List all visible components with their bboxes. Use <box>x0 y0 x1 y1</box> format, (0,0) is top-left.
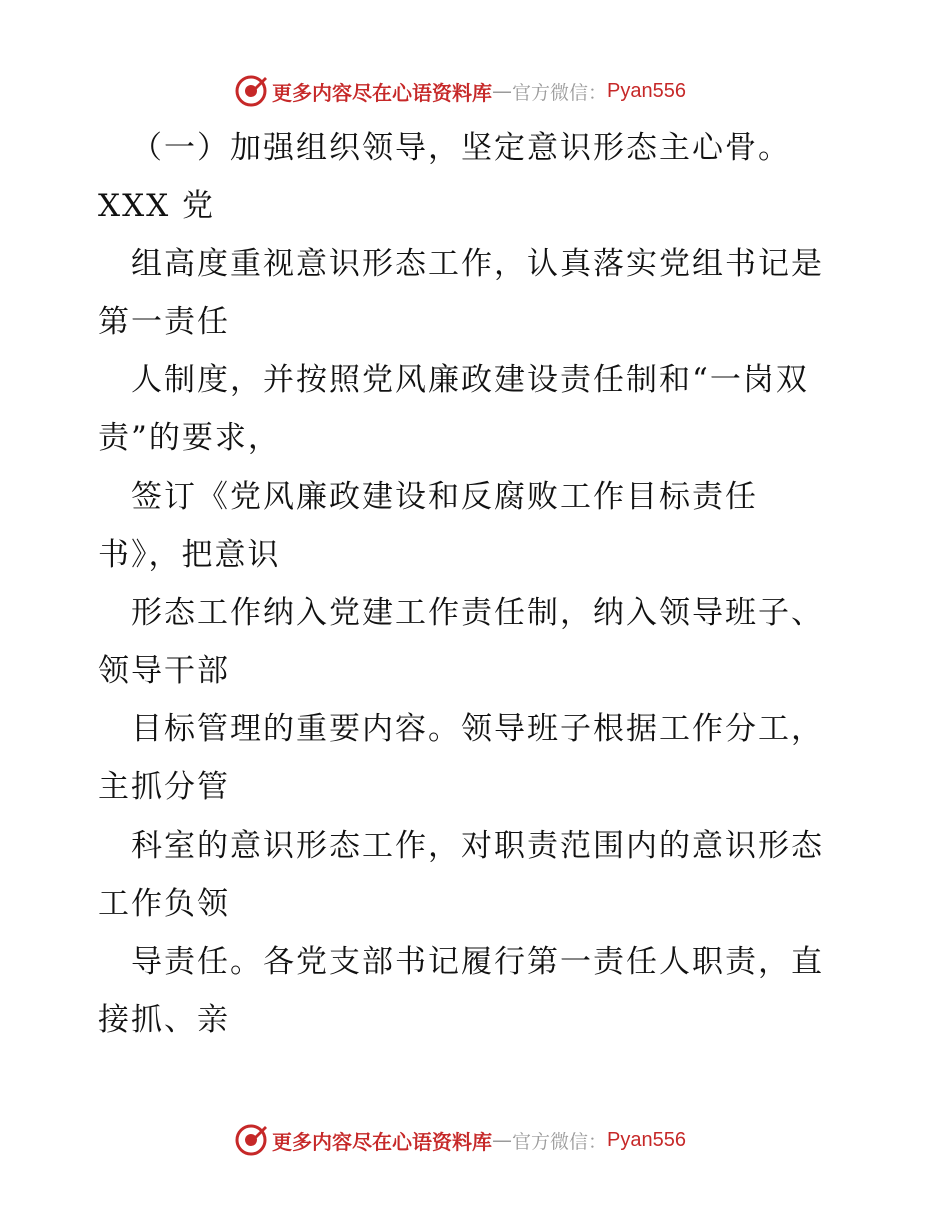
paragraph-line: 人制度，并按照党风廉政建设责任制和“一岗双 <box>131 362 809 398</box>
paragraph-line: （一）加强组织领导，坚定意识形态主心骨。 <box>131 130 791 166</box>
paragraph-line: 书》，把意识 <box>98 537 281 573</box>
paragraph-line: 签订《党风廉政建设和反腐败工作目标责任 <box>131 479 758 515</box>
paragraph-line: 组高度重视意识形态工作，认真落实党组书记是 <box>131 246 824 282</box>
paragraph-line: 目标管理的重要内容。领导班子根据工作分工， <box>131 711 824 747</box>
paragraph-line: 责”的要求， <box>98 420 281 456</box>
watermark-label: 官方微信： <box>512 81 608 104</box>
header-watermark <box>234 73 686 109</box>
paragraph-line: 接抓、亲 <box>98 1002 230 1038</box>
watermark-wechat-id: Pyan556 <box>607 1128 686 1151</box>
watermark-label: 官方微信： <box>512 1130 608 1153</box>
brand-logo-icon <box>234 1123 268 1157</box>
watermark-dash: — <box>492 79 512 103</box>
watermark-wechat-id: Pyan556 <box>607 79 686 102</box>
paragraph-line: 导责任。各党支部书记履行第一责任人职责，直 <box>131 944 824 980</box>
paragraph-line: 工作负领 <box>98 886 230 922</box>
brand-logo-icon <box>234 74 268 108</box>
paragraph-line: 领导干部 <box>98 653 230 689</box>
watermark-dash: — <box>492 1128 512 1152</box>
watermark-main-text: 更多内容尽在心语资料库 <box>272 80 492 105</box>
paragraph-line: XXX 党 <box>98 188 216 224</box>
paragraph-line: 科室的意识形态工作，对职责范围内的意识形态 <box>131 828 824 864</box>
paragraph-line: 主抓分管 <box>98 769 230 805</box>
footer-watermark <box>234 1122 686 1158</box>
paragraph-line: 第一责任 <box>98 304 230 340</box>
watermark-main-text: 更多内容尽在心语资料库 <box>272 1129 492 1154</box>
paragraph-line: 形态工作纳入党建工作责任制，纳入领导班子、 <box>131 595 824 631</box>
